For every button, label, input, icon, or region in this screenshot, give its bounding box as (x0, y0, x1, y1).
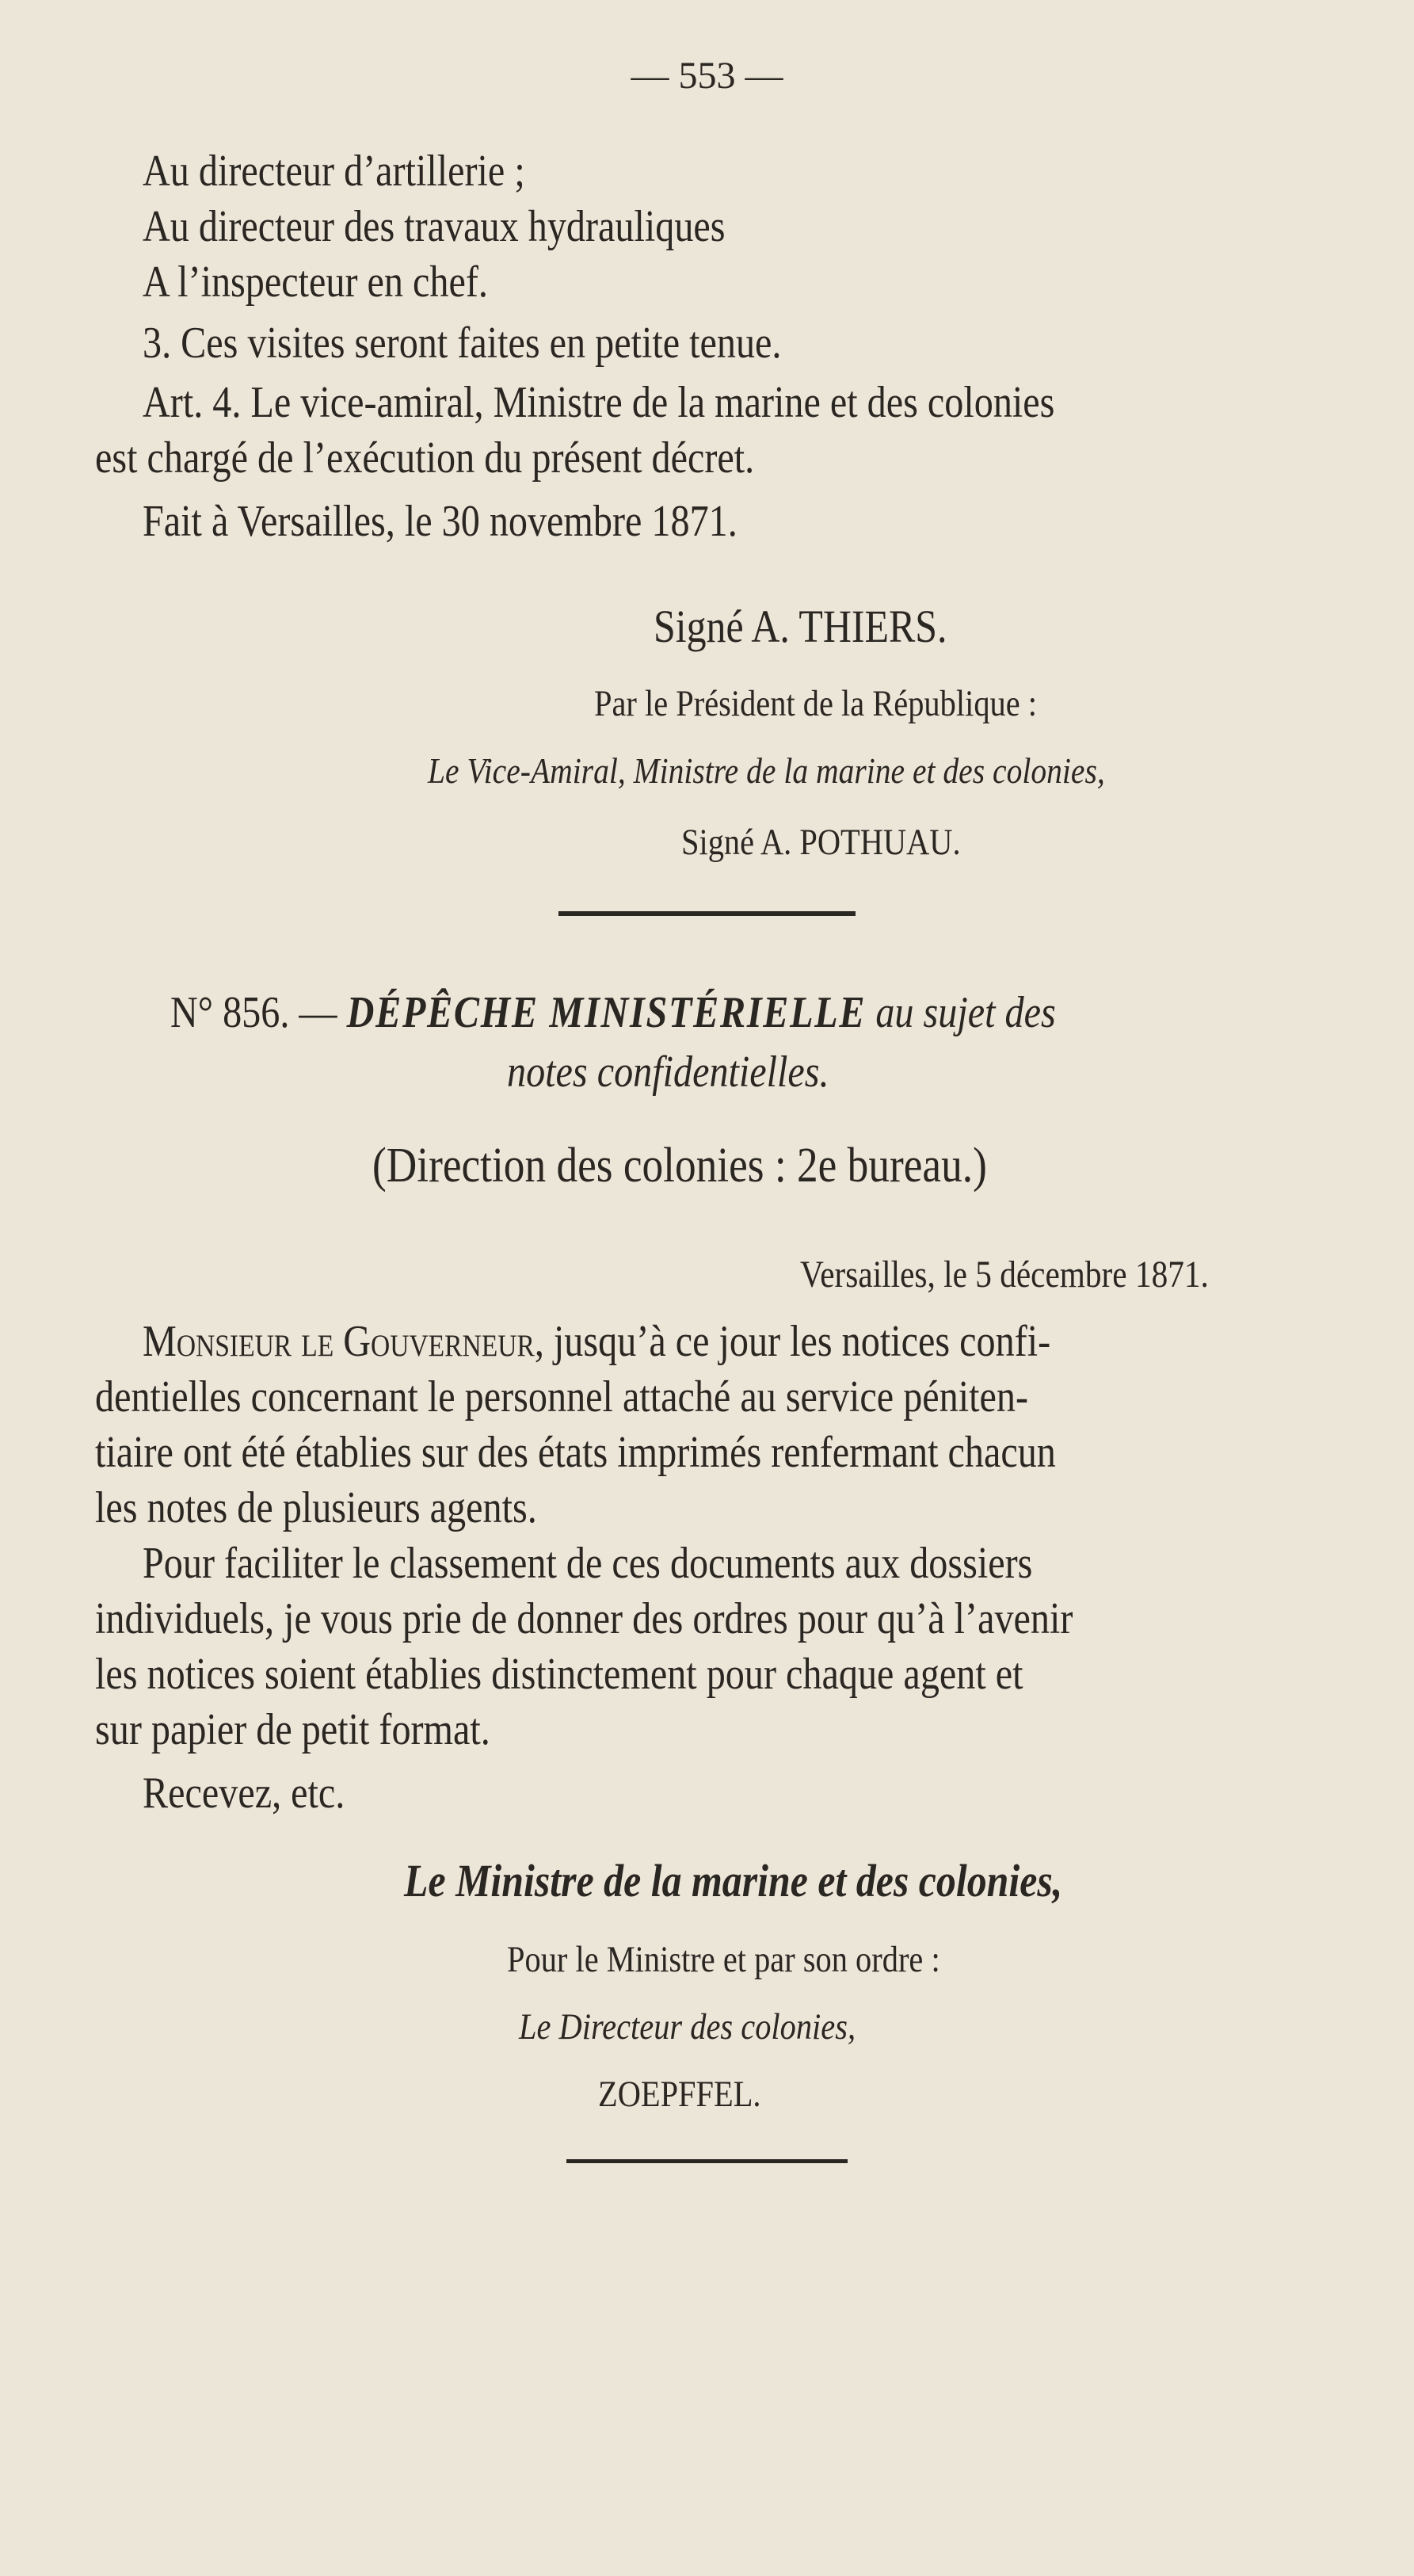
closing-line: Recevez, etc. (143, 1769, 345, 1818)
depeche-subtitle: notes confidentielles. (507, 1048, 829, 1097)
date-place: Fait à Versailles, le 30 novembre 1871. (143, 497, 737, 546)
depeche-heading (170, 990, 1056, 1035)
text-line: A l’inspecteur en chef. (143, 258, 488, 307)
text-line: Au directeur des travaux hydrauliques (143, 202, 726, 251)
minister-line: Le Ministre de la marine et des colonies, (404, 1855, 1063, 1906)
text-line: les notes de plusieurs agents. (95, 1483, 537, 1532)
director-name: ZOEPFFEL. (598, 2074, 761, 2115)
order-line: Pour le Ministre et par son ordre : (507, 1939, 940, 1980)
depeche-title: DÉPÊCHE MINISTÉRIELLE (346, 988, 867, 1037)
signature-pothuau: Signé A. POTHUAU. (681, 822, 961, 863)
page-number: — 553 — (631, 55, 783, 97)
director-title: Le Directeur des colonies, (519, 2006, 856, 2047)
depeche-date: Versailles, le 5 décembre 1871. (800, 1254, 1209, 1296)
text-line: dentielles concernant le personnel attaché au service péniten- (95, 1372, 1029, 1422)
direction-line: (Direction des colonies : 2e bureau.) (372, 1139, 987, 1193)
text-line: jusqu’à ce jour les notices confi- (553, 1317, 1051, 1366)
signature-thiers: Signé A. THIERS. (654, 601, 947, 652)
paragraph-first-line (143, 1319, 1050, 1364)
text-line: 3. Ces visites seront faites en petite tenue. (143, 319, 782, 368)
text-line: les notices soient établies distinctement pour chaque agent et (95, 1650, 1023, 1699)
text-line: sur papier de petit format. (95, 1705, 490, 1754)
minister-title: Le Vice-Amiral, Ministre de la marine et des colonies, (428, 750, 1105, 791)
section-divider (566, 2159, 848, 2163)
section-divider (558, 911, 856, 916)
salutation: Monsieur le Gouverneur, (143, 1317, 544, 1366)
president-line: Par le Président de la République : (594, 683, 1038, 724)
text-line: tiaire ont été établies sur des états imprimés renfermant chacun (95, 1428, 1056, 1477)
text-line: Art. 4. Le vice-amiral, Ministre de la marine et des colonies (143, 378, 1055, 427)
text-line: Au directeur d’artillerie ; (143, 147, 525, 196)
depeche-title-rest: au sujet des (875, 988, 1056, 1037)
text-line: individuels, je vous prie de donner des ordres pour qu’à l’avenir (95, 1594, 1073, 1643)
text-line: Pour faciliter le classement de ces documents aux dossiers (143, 1539, 1033, 1588)
depeche-number: N° 856. — (170, 988, 337, 1037)
text-line: est chargé de l’exécution du présent décret. (95, 433, 755, 483)
